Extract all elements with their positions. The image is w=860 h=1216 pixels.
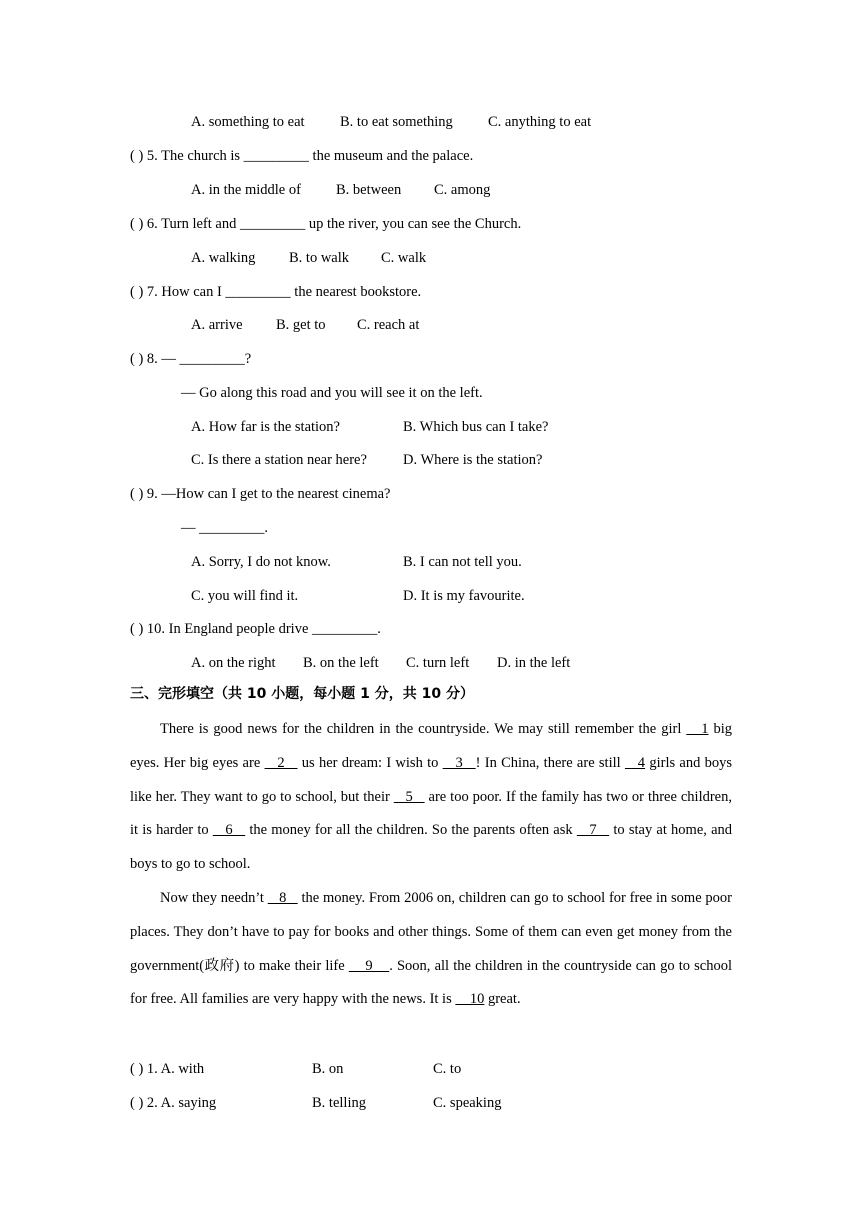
p1-text-6: are too poor. If the family has two or three children, it is harder to [130,788,732,839]
q10-option-d: D. in the left [497,655,571,671]
q10-option-b: B. on the left [303,655,379,671]
q10-option-a: A. on the right [191,655,276,671]
q8-option-d: D. Where is the station? [403,452,543,468]
q9-stem: ( ) 9. —How can I get to the nearest cinema? [130,486,391,502]
q8-option-c: C. Is there a station near here? [191,452,367,468]
q6-option-c: C. walk [381,250,427,266]
p1-text-7: the money for all the children. So the parents often ask [245,822,577,839]
q4-option-c: C. anything to eat [488,114,592,130]
p1-text-4: ! In China, there are still [475,754,625,771]
blank-5: 5 [393,788,425,805]
q9-option-c: C. you will find it. [191,588,299,604]
q9-reply: — _________. [181,520,268,536]
blank-8: 8 [267,890,298,906]
cloze-item-2-option-c: C. speaking [433,1095,502,1111]
blank-1: 1 [686,721,709,737]
cloze-item-1-option-b: B. on [312,1061,344,1077]
q7-option-c: C. reach at [357,317,420,333]
q7-option-b: B. get to [276,317,326,333]
q9-option-a: A. Sorry, I do not know. [191,554,331,570]
section-title: 三、完形填空（共 10 小题，每小题 1 分，共 10 分） [130,686,474,702]
q8-option-a: A. How far is the station? [191,419,340,435]
q6-stem: ( ) 6. Turn left and _________ up the river, you can see the Church. [130,216,522,232]
blank-3: 3 [442,754,476,771]
p1-text-1: There is good news for the children in the countryside. We may still remember the girl [160,721,687,737]
p1-text-3: us her dream: I wish to [297,754,443,771]
q5-option-c: C. among [434,182,491,198]
q5-option-b: B. between [336,182,402,198]
q4-option-b: B. to eat something [340,114,453,130]
q7-option-a: A. arrive [191,317,243,333]
q10-stem: ( ) 10. In England people drive _________. [130,621,381,637]
p2-text-1: Now they needn’t [160,890,268,906]
blank-6: 6 [212,822,246,839]
blank-10: 10 [455,991,485,1008]
q9-option-d: D. It is my favourite. [403,588,525,604]
blank-7: 7 [576,822,610,839]
q6-option-a: A. walking [191,250,256,266]
q6-option-b: B. to walk [289,250,350,266]
blank-9: 9 [348,957,390,974]
p2-text-5: great. [484,991,521,1008]
q8-reply: — Go along this road and you will see it on the left. [181,385,483,401]
q7-stem: ( ) 7. How can I _________ the nearest bookstore. [130,284,422,300]
blank-2: 2 [264,754,298,771]
cloze-item-1: ( ) 1. A. with [130,1061,205,1077]
cloze-item-1-option-c: C. to [433,1061,462,1077]
cloze-paragraph-2 [130,882,732,1017]
cloze-paragraph-1 [130,713,732,882]
q8-stem: ( ) 8. — _________? [130,351,252,367]
q5-stem: ( ) 5. The church is _________ the museum and the palace. [130,148,474,164]
cloze-item-2-option-b: B. telling [312,1095,366,1111]
blank-4: 4 [624,754,646,771]
p2-text-2: the money. From 2006 on, children can go to school for free in some poor places. They don’t have to pay for books and other things. Some of them can even get money from the government( [130,890,733,974]
q9-option-b: B. I can not tell you. [403,554,522,570]
p1-text-8: to stay at home, and boys to go to school. [130,822,733,873]
cloze-item-2: ( ) 2. A. saying [130,1095,217,1111]
p2-chinese-gloss: 政府 [204,957,235,974]
q10-option-c: C. turn left [406,655,470,671]
q4-option-a: A. something to eat [191,114,305,130]
q8-option-b: B. Which bus can I take? [403,419,549,435]
p2-text-4: . Soon, all the children in the countryside can go to school for free. All families are very happy with the news. It is [130,957,733,1008]
p1-text-2: big eyes. Her big eyes are [130,721,733,771]
p2-text-3: ) to make their life [234,957,349,974]
p1-text-5: girls and boys like her. They want to go to school, but their [130,754,733,805]
q5-option-a: A. in the middle of [191,182,301,198]
